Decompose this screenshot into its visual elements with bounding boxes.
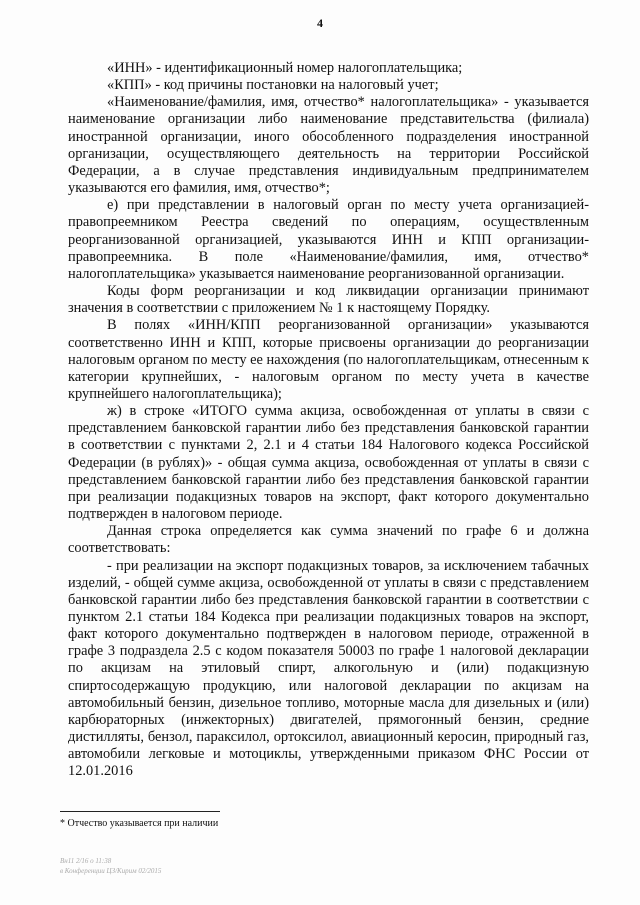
page-number: 4 [317, 16, 323, 30]
footnote: * Отчество указывается при наличии [60, 818, 219, 829]
paragraph-zh: ж) в строке «ИТОГО сумма акциза, освобожденная от уплаты в связи с представлением банковской гарантии либо без представления банковской гарантии в соответствии с пунктами 2, 2.1 и 4 статьи 184 Налогового кодекса Российской Федерации (в рублях)» - общая сумма акциза, освобожденная от уплаты в связи с представлением банковской гарантии либо без представления банковской гарантии при реализации подакцизных товаров на экспорт, факт которого документально подтвержден в налоговом периоде. [68, 403, 589, 523]
scan-stamp-line-2: в Конференции ЦЗ/Кирим 02/2015 [60, 867, 162, 875]
paragraph-line-definition: Данная строка определяется как сумма значений по графе 6 и должна соответствовать: [68, 523, 589, 557]
paragraph-e: е) при представлении в налоговый орган по месту учета организацией-правопреемником Реестра сведений по операциям, осуществленным реорганизованной организацией, указываются ИНН и КПП организации-правопреемника. В поле «Наименование/фамилия, имя, отчество* налогоплательщика» указывается наименование реорганизованной организации. [68, 197, 589, 282]
scan-stamp-line-1: Вн11 2/16 о 11:38 [60, 857, 112, 865]
footnote-divider [60, 811, 220, 812]
paragraph-inn: «ИНН» - идентификационный номер налогоплательщика; [107, 60, 463, 76]
paragraph-name: «Наименование/фамилия, имя, отчество* налогоплательщика» - указывается наименование организации либо наименование представительства (филиала) иностранной организации, иного обособленного подразделения иностранной организации, осуществляющего деятельность на территории Российской Федерации, а в случае представления индивидуальным предпринимателем указываются его фамилия, имя, отчество*; [68, 94, 589, 197]
paragraph-reorg-codes: Коды форм реорганизации и код ликвидации организации принимают значения в соответствии с приложением № 1 к настоящему Порядку. [68, 283, 589, 317]
paragraph-inn-kpp-fields: В полях «ИНН/КПП реорганизованной организации» указываются соответственно ИНН и КПП, которые присвоены организации до реорганизации налоговым органом по месту ее нахождения (по налогоплательщикам, отнесенным к категории крупнейших, - налоговым органом по месту учета в качестве крупнейшего налогоплательщика); [68, 317, 589, 402]
paragraph-kpp: «КПП» - код причины постановки на налоговый учет; [107, 77, 439, 94]
document-body [68, 60, 589, 781]
paragraph-export: - при реализации на экспорт подакцизных товаров, за исключением табачных изделий, - общей сумме акциза, освобожденной от уплаты в связи с представлением банковской гарантии либо без представления банковской гарантии в соответствии с пунктом 2.1 статьи 184 Кодекса при реализации подакцизных товаров на экспорт, факт которого документально подтвержден в налоговом периоде, отраженной в графе 3 подраздела 2.5 с кодом показателя 50003 по графе 1 налоговой декларации по акцизам на этиловый спирт, алкогольную и (или) подакцизную спиртосодержащую продукцию, или налоговой декларации по акцизам на автомобильный бензин, дизельное топливо, моторные масла для дизельных и (или) карбюраторных (инжекторных) двигателей, прямогонный бензин, средние дистилляты, бензол, параксилол, ортоксилол, авиационный керосин, природный газ, автомобили легковые и мотоциклы, утвержденными приказом ФНС России от 12.01.2016 [68, 557, 589, 780]
